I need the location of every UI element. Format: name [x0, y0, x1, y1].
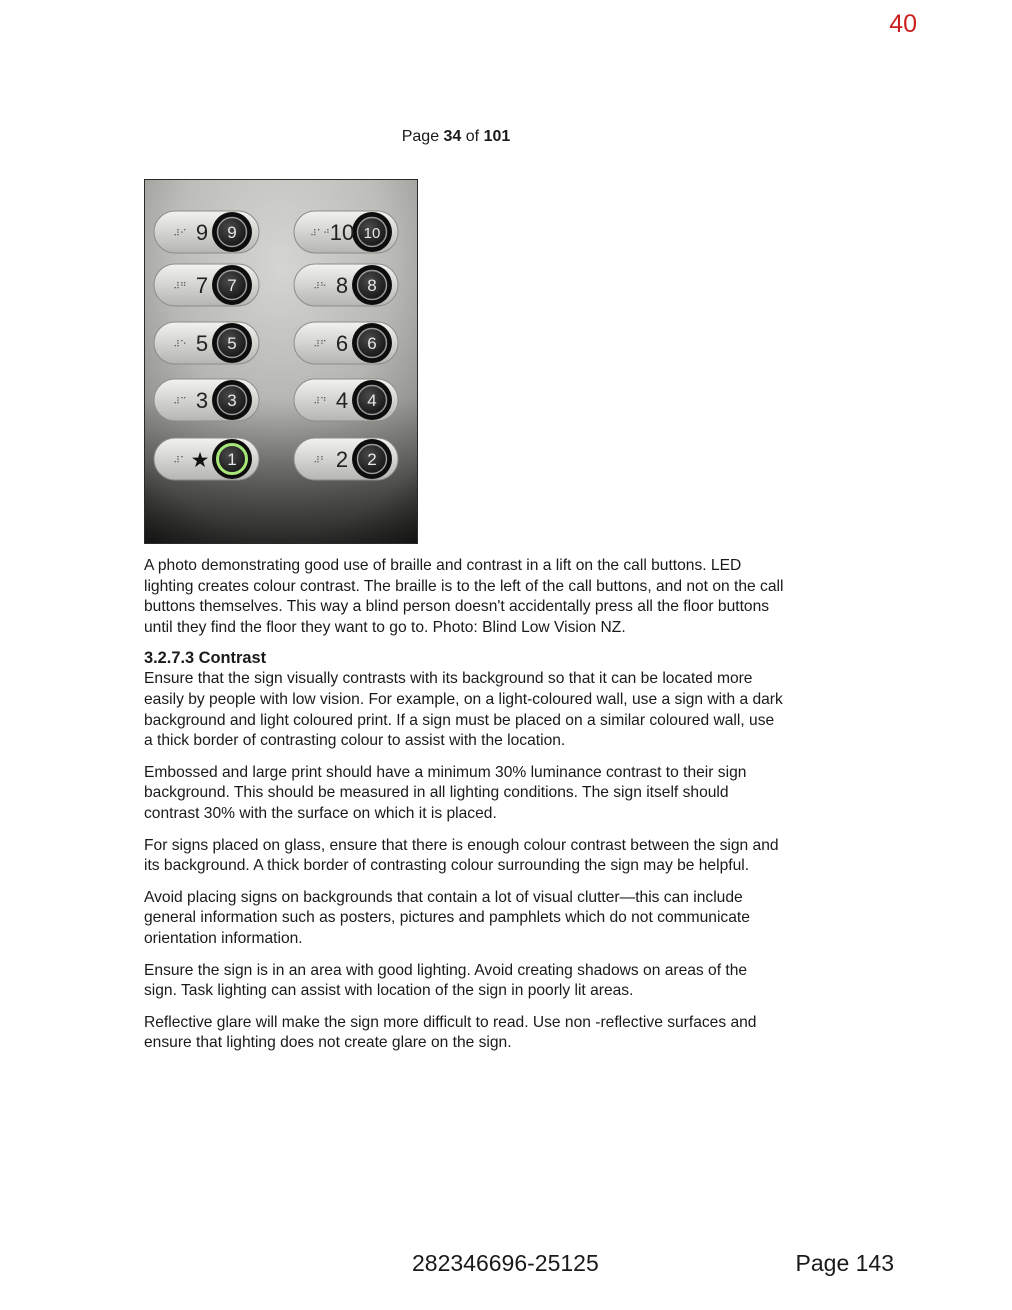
braille-label: ⠼⠁⠚ — [310, 229, 330, 239]
paragraph: Ensure the sign is in an area with good lighting. Avoid creating shadows on areas of the sign. Task lighting can assist with location of the sign in poorly lit areas. — [144, 961, 748, 1000]
footer-document-id: 282346696-25125 — [412, 1250, 599, 1276]
lift-button-9 — [154, 211, 259, 253]
floor-label: 4 — [335, 388, 349, 413]
page-total: 101 — [483, 128, 511, 145]
braille-label: ⠼⠊ — [173, 229, 187, 239]
floor-label: 6 — [335, 331, 349, 356]
floor-label: 3 — [195, 388, 209, 413]
star-icon: ★ — [190, 448, 210, 472]
floor-label: 8 — [335, 273, 349, 298]
button-number: 5 — [227, 334, 237, 353]
paragraph: Ensure that the sign visually contrasts with its background so that it can be located more easily by people with low vision. For example, on a light-coloured wall, use a sign with a dark background and light coloured print. If a sign must be placed on a similar coloured wall, use a thick border of contrasting colour to assist with the location. — [144, 670, 783, 750]
page-header-middle: of — [461, 128, 484, 145]
paragraph: Avoid placing signs on backgrounds that contain a lot of visual clutter—this can include general information such as posters, pictures and pamphlets which do not communicate orientation information. — [144, 888, 750, 947]
paragraph: For signs placed on glass, ensure that there is enough colour contrast between the sign and its background. A thick border of contrasting colour surrounding the sign may be helpful. — [144, 836, 779, 875]
floor-label: 2 — [335, 447, 349, 472]
floor-label: 9 — [195, 220, 209, 245]
page-current: 34 — [443, 128, 462, 145]
floor-label: 7 — [195, 273, 209, 298]
paragraph: Reflective glare will make the sign more difficult to read. Use non -reflective surfaces and ensure that lighting does not create glare on the sign. — [144, 1013, 757, 1052]
lift-button-4 — [294, 379, 398, 421]
lift-button-7 — [154, 264, 259, 306]
section-heading: 3.2.7.3 Contrast — [144, 649, 267, 668]
braille-label: ⠼⠛ — [173, 282, 187, 292]
lift-button-3 — [154, 379, 259, 421]
lift-button-2 — [294, 438, 398, 480]
lift-buttons-photo — [144, 179, 418, 544]
button-number: 7 — [227, 276, 237, 295]
lift-button-6 — [294, 322, 398, 364]
page-header-prefix: Page — [401, 128, 444, 145]
braille-label: ⠼⠑ — [173, 340, 187, 350]
braille-label: ⠼⠙ — [313, 397, 327, 407]
button-number: 9 — [227, 223, 237, 242]
paragraph: Embossed and large print should have a minimum 30% luminance contrast to their sign background. This should be measured in all lighting conditions. The sign itself should contrast 30% with the surface on which it is placed. — [144, 763, 747, 822]
button-number: 4 — [367, 391, 377, 410]
button-number: 6 — [367, 334, 377, 353]
braille-label: ⠼⠁ — [173, 456, 187, 466]
braille-label: ⠼⠉ — [173, 397, 187, 407]
footer-page-number: Page 143 — [795, 1250, 894, 1276]
button-number: 3 — [227, 391, 237, 410]
braille-label: ⠼⠓ — [313, 282, 327, 292]
floor-label: 5 — [195, 331, 209, 356]
button-number: 1 — [227, 450, 237, 469]
button-number: 2 — [367, 450, 377, 469]
lift-button-1 — [154, 438, 259, 480]
braille-label: ⠼⠃ — [313, 456, 327, 466]
button-number: 8 — [367, 276, 377, 295]
main-content — [144, 556, 784, 1065]
lift-button-8 — [294, 264, 398, 306]
photo-caption: A photo demonstrating good use of braille and contrast in a lift on the call buttons. LED lighting creates colour contrast. The braille is to the left of the call buttons, and not on the call buttons themselves. This way a blind person doesn't accidentally press all the floor buttons until they find the floor they want to go to. Photo: Blind Low Vision NZ. — [144, 557, 784, 636]
red-page-number: 40 — [889, 10, 917, 38]
button-number: 10 — [363, 225, 381, 242]
page-header — [0, 128, 912, 146]
braille-label: ⠼⠋ — [313, 340, 327, 350]
lift-button-5 — [154, 322, 259, 364]
lift-button-10 — [294, 211, 398, 253]
floor-label: 10 — [329, 220, 355, 245]
